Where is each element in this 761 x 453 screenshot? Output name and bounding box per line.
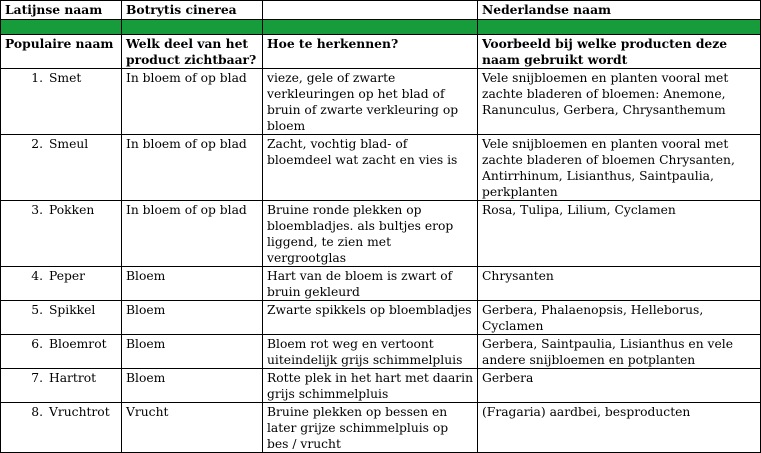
popular-name: Spikkel — [49, 303, 96, 317]
popular-name-cell — [1, 201, 122, 267]
popular-name-cell — [1, 301, 122, 335]
popular-name: Bloemrot — [49, 337, 107, 351]
recognize-cell: Bruine ronde plekken op bloembladjes. als bultjes erop liggend, te zien met vergrootglas — [263, 201, 478, 267]
popular-name-cell — [1, 335, 122, 369]
visible-part-cell: Bloem — [122, 335, 263, 369]
latin-name-label: Latijnse naam — [1, 1, 122, 20]
row-number: 1. — [31, 71, 43, 85]
examples-cell: Vele snijbloemen en planten vooral met zachte bladeren of bloemen: Anemone, Ranunculus, Gerbera, Chrysanthemum — [478, 69, 761, 135]
popular-name: Hartrot — [49, 371, 97, 385]
table-row — [1, 301, 761, 335]
popular-name-cell — [1, 369, 122, 403]
visible-part-cell: In bloem of op blad — [122, 201, 263, 267]
column-header-examples: Voorbeeld bij welke producten deze naam gebruikt wordt — [478, 35, 761, 69]
table-row — [1, 201, 761, 267]
visible-part-cell: Bloem — [122, 267, 263, 301]
visible-part-cell: In bloem of op blad — [122, 135, 263, 201]
row-number: 8. — [31, 405, 43, 419]
examples-cell: Gerbera — [478, 369, 761, 403]
column-header-recognize: Hoe te herkennen? — [263, 35, 478, 69]
recognize-cell: Zwarte spikkels op bloembladjes — [263, 301, 478, 335]
table-row — [1, 135, 761, 201]
examples-cell: (Fragaria) aardbei, besproducten — [478, 403, 761, 453]
column-header-popular-name: Populaire naam — [1, 35, 122, 69]
popular-name: Peper — [49, 269, 86, 283]
examples-cell: Gerbera, Saintpaulia, Lisianthus en vele andere snijbloemen en potplanten — [478, 335, 761, 369]
row-number: 6. — [31, 337, 43, 351]
visible-part-cell: Bloem — [122, 301, 263, 335]
latin-name-value: Botrytis cinerea — [122, 1, 263, 20]
recognize-cell: Bloem rot weg en vertoont uiteindelijk grijs schimmelpluis — [263, 335, 478, 369]
table-row — [1, 69, 761, 135]
green-divider-row — [1, 20, 761, 35]
recognize-cell: Zacht, vochtig blad- of bloemdeel wat zacht en vies is — [263, 135, 478, 201]
row-number: 4. — [31, 269, 43, 283]
visible-part-cell: Vrucht — [122, 403, 263, 453]
popular-name: Smeul — [49, 137, 89, 151]
dutch-name-label: Nederlandse naam — [478, 1, 761, 20]
row-number: 3. — [31, 203, 43, 217]
green-cell — [478, 20, 761, 35]
popular-name: Smet — [49, 71, 82, 85]
popular-name: Pokken — [49, 203, 95, 217]
recognize-cell: Hart van de bloem is zwart of bruin gekleurd — [263, 267, 478, 301]
column-header-visible-part: Welk deel van het product zichtbaar? — [122, 35, 263, 69]
popular-name: Vruchtrot — [49, 405, 110, 419]
popular-name-cell — [1, 267, 122, 301]
row-number: 7. — [31, 371, 43, 385]
popular-name-cell — [1, 403, 122, 453]
examples-cell: Vele snijbloemen en planten vooral met zachte bladeren of bloemen Chrysanten, Antirrhinum, Lisianthus, Saintpaulia, perkplanten — [478, 135, 761, 201]
row-number: 2. — [31, 137, 43, 151]
recognize-cell: Rotte plek in het hart met daarin grijs schimmelpluis — [263, 369, 478, 403]
examples-cell: Chrysanten — [478, 267, 761, 301]
green-cell — [122, 20, 263, 35]
row-number: 5. — [31, 303, 43, 317]
column-header-row — [1, 35, 761, 69]
green-cell — [263, 20, 478, 35]
recognize-cell: Bruine plekken op bessen en later grijze schimmelpluis op bes / vrucht — [263, 403, 478, 453]
visible-part-cell: Bloem — [122, 369, 263, 403]
popular-name-cell — [1, 135, 122, 201]
table-row — [1, 403, 761, 453]
green-cell — [1, 20, 122, 35]
title-row — [1, 1, 761, 20]
table-row — [1, 267, 761, 301]
examples-cell: Gerbera, Phalaenopsis, Helleborus, Cyclamen — [478, 301, 761, 335]
visible-part-cell: In bloem of op blad — [122, 69, 263, 135]
table-row — [1, 335, 761, 369]
table-row — [1, 369, 761, 403]
blank-header-cell — [263, 1, 478, 20]
examples-cell: Rosa, Tulipa, Lilium, Cyclamen — [478, 201, 761, 267]
recognize-cell: vieze, gele of zwarte verkleuringen op het blad of bruin of zwarte verkleuring op bloem — [263, 69, 478, 135]
popular-name-cell — [1, 69, 122, 135]
